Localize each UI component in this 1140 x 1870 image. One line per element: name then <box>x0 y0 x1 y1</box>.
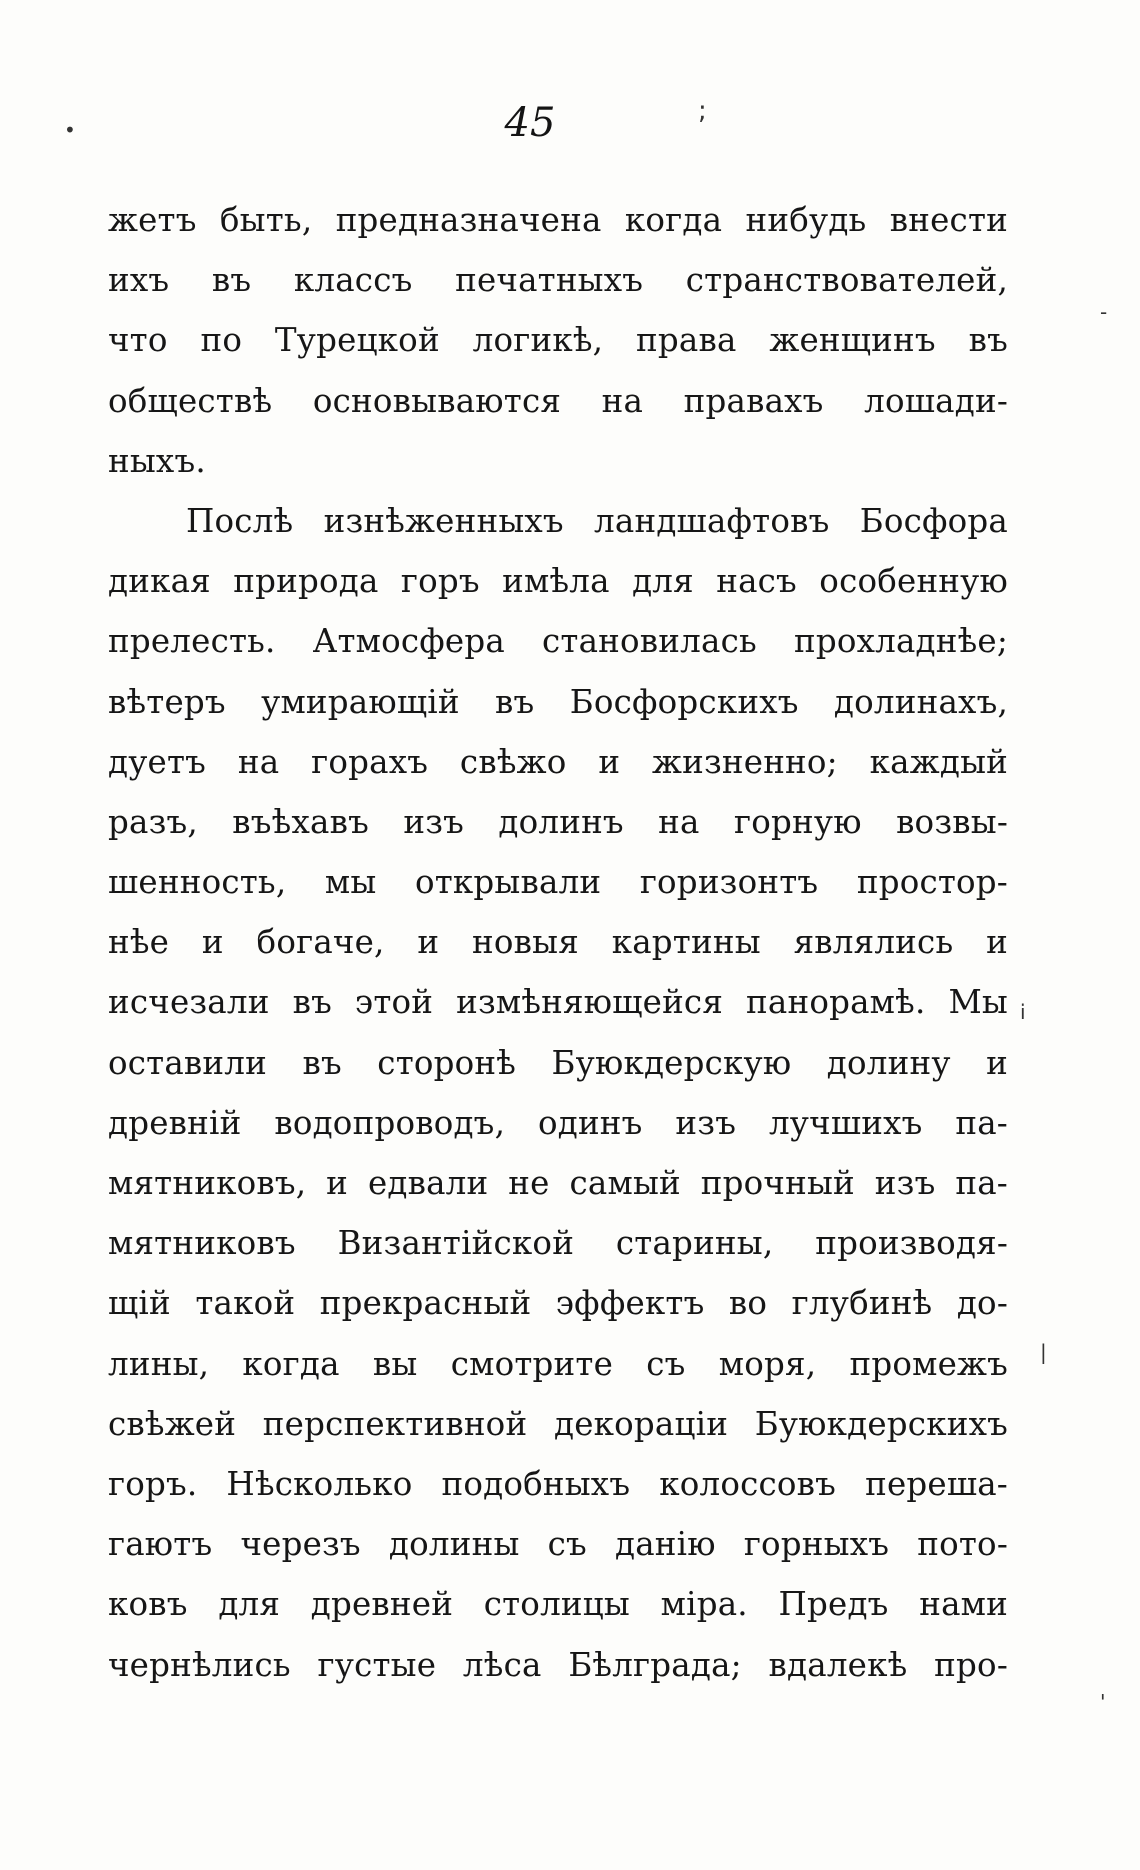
text-line: жетъ быть, предназначена когда нибудь внести <box>108 201 1008 239</box>
text-line: мятниковъ Византійской старины, производя- <box>108 1224 1008 1263</box>
ink-speck: | <box>1040 1340 1047 1364</box>
text-line: мятниковъ, и едвали не самый прочный изъ па- <box>108 1164 1008 1202</box>
page-number: 45 <box>504 100 556 146</box>
text-line: исчезали въ этой измѣняющейся панорамѣ. Мы <box>108 983 1008 1022</box>
text-line: оставили въ сторонѣ Буюкдерскую долину и <box>108 1043 1008 1082</box>
text-line: ихъ въ классъ печатныхъ странствователей, <box>108 261 1008 300</box>
text-line: вѣтеръ умирающій въ Босфорскихъ долинахъ, <box>108 682 1008 721</box>
text-line: нѣе и богаче, и новыя картины являлись и <box>108 923 1008 962</box>
ink-speck: i <box>1020 1000 1026 1024</box>
text-line: шенность, мы открывали горизонтъ простор- <box>108 863 1008 902</box>
ink-speck: ' <box>1100 1690 1106 1714</box>
text-line: дуетъ на горахъ свѣжо и жизненно; каждый <box>108 742 1008 781</box>
text-line: гаютъ черезъ долины съ данію горныхъ пото- <box>108 1525 1008 1564</box>
ink-speck: • <box>64 118 76 142</box>
text-line: древній водопроводъ, одинъ изъ лучшихъ па- <box>108 1103 1008 1142</box>
text-line: свѣжей перспективной декораціи Буюкдерскихъ <box>108 1404 1008 1443</box>
ink-speck: - <box>1100 300 1108 324</box>
text-line: горъ. Нѣсколько подобныхъ колоссовъ переша- <box>108 1464 1008 1503</box>
text-line: дикая природа горъ имѣла для насъ особенную <box>108 562 1008 601</box>
text-line: разъ, въѣхавъ изъ долинъ на горную возвы- <box>108 802 1008 841</box>
body-text <box>108 190 1008 1695</box>
text-line: обществѣ основываются на правахъ лошади- <box>108 381 1008 420</box>
text-line: что по Турецкой логикѣ, права женщинъ въ <box>108 321 1008 360</box>
text-line: щій такой прекрасный эффектъ во глубинѣ до- <box>108 1284 1008 1323</box>
paragraph-start-line: Послѣ изнѣженныхъ ландшафтовъ Босфора <box>186 501 1008 540</box>
ink-speck: ; <box>698 96 707 126</box>
text-line: прелесть. Атмосфера становилась прохладнѣе; <box>108 622 1008 661</box>
text-line: ковъ для древней столицы міра. Предъ нами <box>108 1585 1008 1624</box>
text-line: чернѣлись густые лѣса Бѣлграда; вдалекѣ про- <box>108 1645 1008 1684</box>
text-line: лины, когда вы смотрите съ моря, промежъ <box>108 1344 1008 1383</box>
text-line: ныхъ. <box>108 441 206 480</box>
